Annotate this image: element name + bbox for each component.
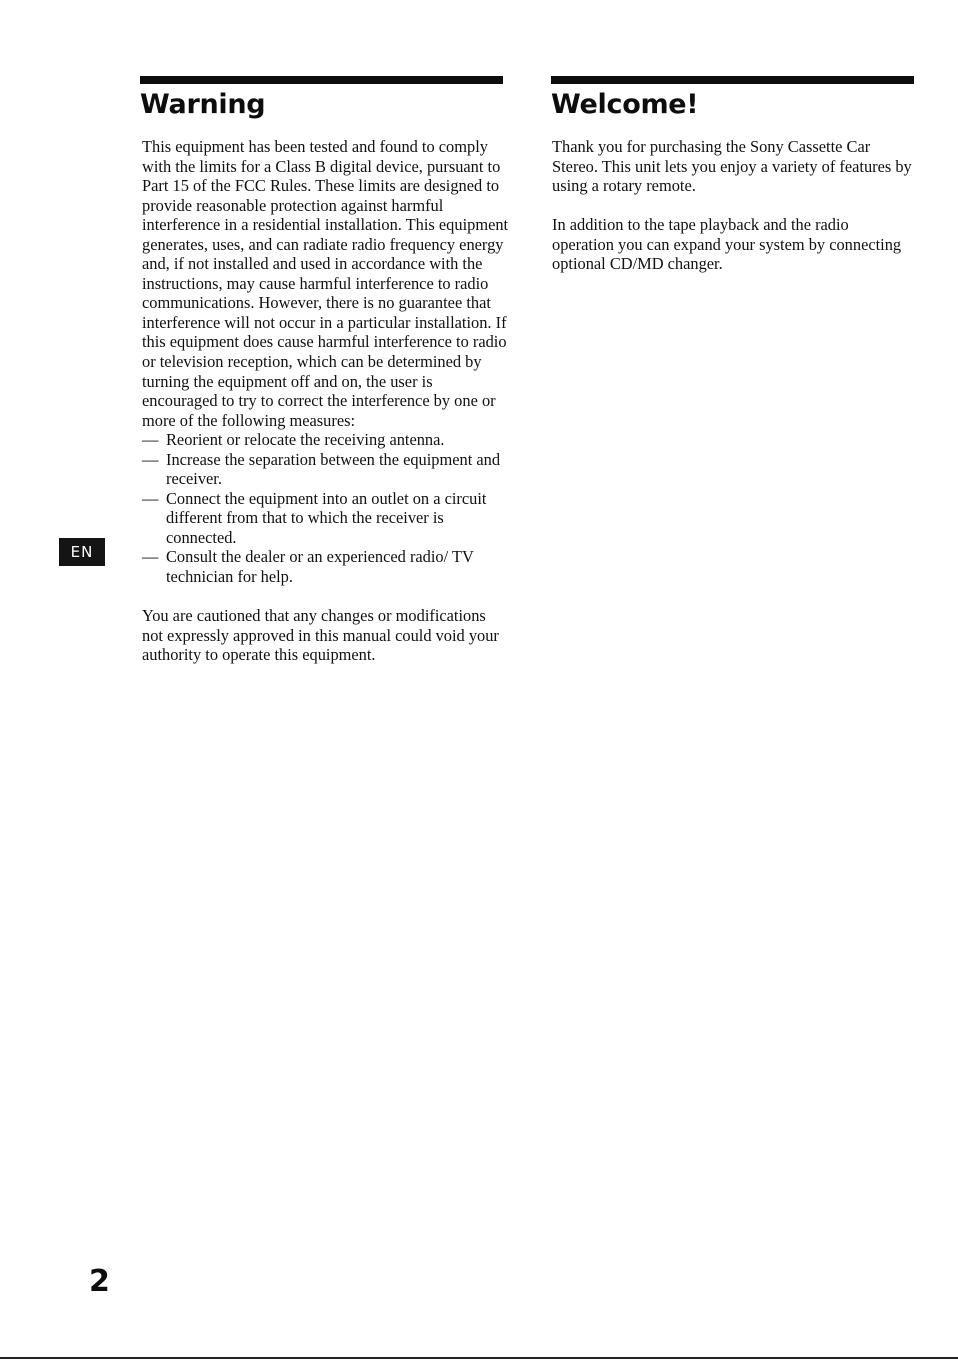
caution-paragraph: You are cautioned that any changes or modifications not expressly approved in this manual could void your authority to operate this equipment. [142, 606, 499, 665]
measure-item: — Connect the equipment into an outlet on a circuit different from that to which the receiver is connected. [142, 489, 510, 548]
measure-item: — Consult the dealer or an experienced radio/ TV technician for help. [142, 547, 510, 586]
language-tab: EN [59, 538, 105, 566]
warning-heading: Warning [140, 89, 266, 120]
warning-section [142, 137, 510, 665]
welcome-heading: Welcome! [551, 89, 699, 120]
welcome-paragraph-2: In addition to the tape playback and the radio operation you can expand your system by connecting optional CD/MD changer. [552, 215, 902, 274]
welcome-paragraph-1: Thank you for purchasing the Sony Cassette Car Stereo. This unit lets you enjoy a variety of features by using a rotary remote. [552, 137, 912, 196]
measure-item: — Increase the separation between the equipment and receiver. [142, 450, 510, 489]
measure-item: — Reorient or relocate the receiving antenna. [142, 430, 510, 450]
welcome-section [552, 137, 914, 274]
page-number: 2 [89, 1264, 110, 1299]
warning-intro-paragraph: This equipment has been tested and found to comply with the limits for a Class B digital device, pursuant to Part 15 of the FCC Rules. These limits are designed to provide reasonable protection against harmful interference in a residential installation. This equipment generates, uses, and can radiate radio frequency energy and, if not installed and used in accordance with the instructions, may cause harmful interference to radio communications. However, there is no guarantee that interference will not occur in a particular installation. If this equipment does cause harmful interference to radio or television reception, which can be determined by turning the equipment off and on, the user is encouraged to try to correct the interference by one or more of the following measures: [142, 137, 509, 430]
measures-list [142, 430, 510, 586]
warning-heading-rule [140, 76, 503, 84]
welcome-heading-rule [551, 76, 914, 84]
page-bottom-edge [0, 1357, 958, 1359]
